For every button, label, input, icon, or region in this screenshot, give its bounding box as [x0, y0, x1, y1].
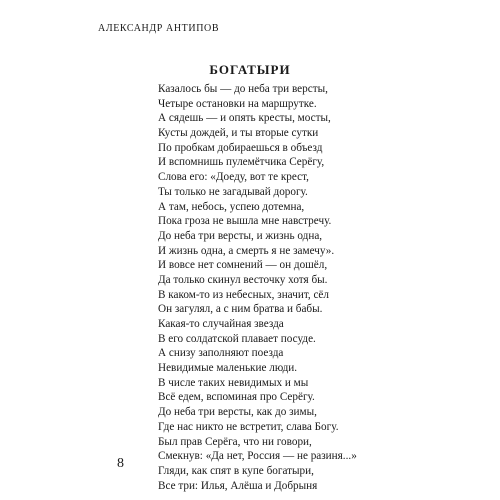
poem-line: Ты только не загадывай дорогу.	[158, 185, 308, 198]
poem-line: Невидимые маленькие люди.	[158, 362, 298, 375]
poem-line: Был прав Серёга, что ни говори,	[158, 435, 312, 448]
poem-line: Слова его: «Доеду, вот те крест,	[158, 171, 309, 184]
poem-line: В его солдатской плавает посуде.	[158, 332, 316, 345]
poem-line: Пока гроза не вышла мне навстречу.	[158, 215, 332, 228]
poem-line: И вспомнишь пулемётчика Серёгу,	[158, 156, 325, 169]
poem-title: БОГАТЫРИ	[209, 62, 291, 77]
poem-line: А снизу заполняют поезда	[158, 347, 284, 360]
poem-line: Четыре остановки на маршрутке.	[158, 97, 317, 110]
poem-line: В числе таких невидимых и мы	[158, 376, 309, 389]
poem-line: До неба три версты, как до зимы,	[158, 406, 317, 419]
poem-line: В каком-то из небесных, значит, сёл	[158, 288, 329, 301]
poem-line: Все три: Илья, Алёша и Добрыня	[158, 479, 318, 492]
poem-line: Всё едем, вспоминая про Серёгу.	[158, 391, 315, 404]
poem-line: Да только скинул весточку хотя бы.	[158, 273, 328, 286]
poem-line: Гляди, как спят в купе богатыри,	[158, 464, 314, 477]
running-head-author: АЛЕКСАНДР АНТИПОВ	[98, 23, 220, 34]
poem-line: Казалось бы — до неба три версты,	[158, 83, 328, 95]
poem-line: До неба три версты, и жизнь одна,	[158, 229, 323, 242]
poem-line: Где нас никто не встретит, слава Богу.	[158, 420, 339, 433]
poem-line: Он загулял, а с ним братва и бабы.	[158, 303, 323, 316]
page-number: 8	[117, 456, 124, 471]
poem-line: Кусты дождей, и ты вторые сутки	[158, 127, 319, 140]
poem-line: Какая-то случайная звезда	[158, 318, 284, 330]
poem-line: И жизнь одна, а смерть я не замечу».	[158, 244, 335, 257]
poem-line: По пробкам добираешься в объезд	[158, 141, 323, 154]
poem-body	[158, 82, 357, 493]
poem-line: И вовсе нет сомнений — он дошёл,	[158, 259, 328, 272]
poem-line: Смекнув: «Да нет, Россия — не разиня...»	[158, 450, 357, 463]
poem-line: А там, небось, успею дотемна,	[158, 200, 305, 213]
poem-line: А сядешь — и опять кресты, мосты,	[158, 112, 331, 125]
